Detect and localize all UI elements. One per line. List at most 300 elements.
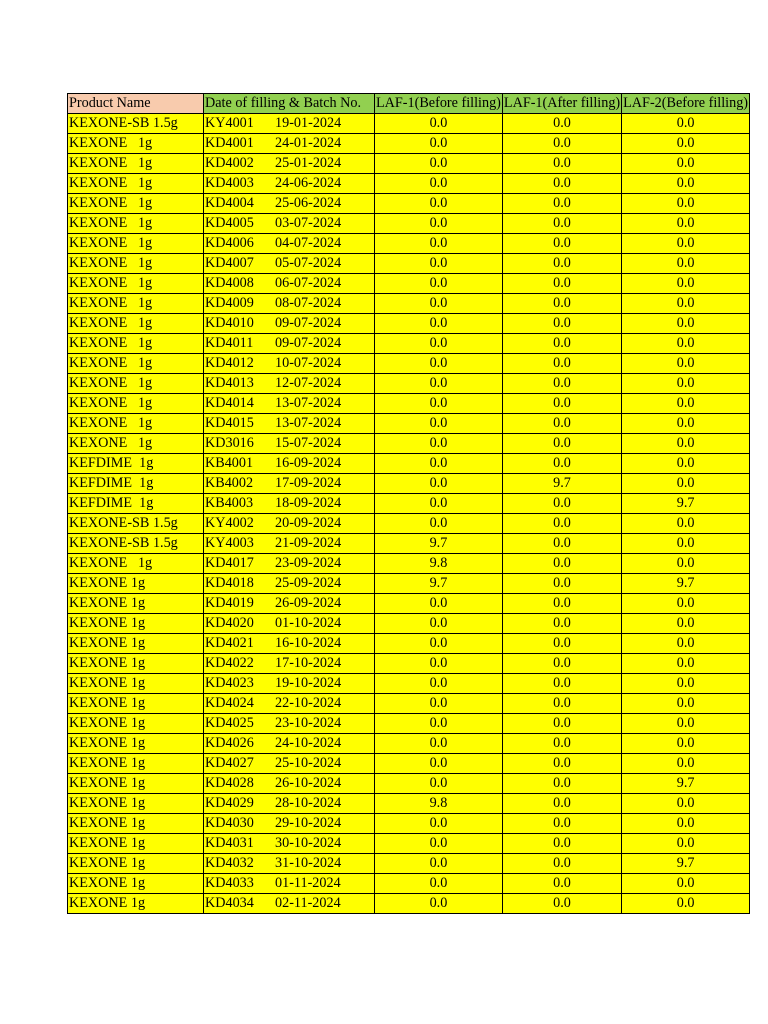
table-row [68,274,750,294]
cell-laf2-before[interactable]: 0.0 [622,714,750,734]
cell-laf1-before[interactable]: 0.0 [375,374,503,394]
cell-laf2-before[interactable]: 9.7 [622,494,750,514]
cell-laf1-after[interactable]: 0.0 [502,194,621,214]
batch-number: KD4011 [205,335,254,351]
cell-laf2-before[interactable]: 0.0 [622,534,750,554]
cell-laf1-before[interactable]: 9.7 [375,534,503,554]
cell-laf1-after[interactable]: 0.0 [502,114,621,134]
cell-laf1-after[interactable]: 0.0 [502,154,621,174]
cell-laf2-before[interactable]: 0.0 [622,254,750,274]
cell-laf1-after[interactable]: 0.0 [502,714,621,734]
batch-number: KD4003 [205,175,254,191]
table-row [68,754,750,774]
cell-date-batch[interactable] [204,314,375,334]
table-row [68,134,750,154]
cell-date-batch[interactable] [204,634,375,654]
cell-product-name[interactable]: KEFDIME 1g [68,454,204,474]
cell-laf1-after[interactable]: 0.0 [502,354,621,374]
cell-laf1-after[interactable]: 0.0 [502,254,621,274]
batch-number: KD4007 [205,255,254,271]
cell-laf1-after[interactable]: 0.0 [502,734,621,754]
cell-laf1-before[interactable]: 0.0 [375,254,503,274]
cell-date-batch[interactable] [204,194,375,214]
cell-product-name[interactable]: KEXONE 1g [68,174,204,194]
cell-product-name[interactable]: KEXONE 1g [68,194,204,214]
cell-date-batch[interactable] [204,374,375,394]
filling-date: 25-01-2024 [275,155,342,171]
cell-product-name[interactable]: KEXONE 1g [68,874,204,894]
filling-date: 06-07-2024 [275,275,342,291]
cell-laf1-after[interactable]: 0.0 [502,394,621,414]
filling-date: 25-10-2024 [275,755,342,771]
cell-laf2-before[interactable]: 0.0 [622,874,750,894]
cell-product-name[interactable]: KEXONE 1g [68,754,204,774]
filling-date: 20-09-2024 [275,515,342,531]
batch-number: KD4014 [205,395,254,411]
cell-laf1-after[interactable]: 0.0 [502,794,621,814]
cell-laf1-before[interactable]: 0.0 [375,314,503,334]
cell-date-batch[interactable] [204,594,375,614]
filling-date: 17-09-2024 [275,475,342,491]
cell-laf2-before[interactable]: 0.0 [622,394,750,414]
cell-laf1-before[interactable]: 0.0 [375,634,503,654]
cell-laf2-before[interactable]: 0.0 [622,334,750,354]
cell-laf1-before[interactable]: 0.0 [375,754,503,774]
cell-laf1-after[interactable]: 0.0 [502,234,621,254]
cell-product-name[interactable]: KEXONE 1g [68,854,204,874]
cell-laf2-before[interactable]: 0.0 [622,214,750,234]
cell-laf1-after[interactable]: 0.0 [502,534,621,554]
cell-product-name[interactable]: KEXONE 1g [68,814,204,834]
cell-date-batch[interactable] [204,754,375,774]
cell-laf1-after[interactable]: 0.0 [502,214,621,234]
cell-laf2-before[interactable]: 0.0 [622,634,750,654]
batch-number: KY4002 [205,515,254,531]
filling-date: 23-09-2024 [275,555,342,571]
cell-laf2-before[interactable]: 0.0 [622,654,750,674]
filling-date: 26-10-2024 [275,775,342,791]
cell-laf1-after[interactable]: 0.0 [502,294,621,314]
cell-product-name[interactable]: KEXONE 1g [68,354,204,374]
cell-product-name[interactable]: KEFDIME 1g [68,474,204,494]
cell-laf2-before[interactable]: 0.0 [622,474,750,494]
cell-date-batch[interactable] [204,794,375,814]
cell-laf2-before[interactable]: 0.0 [622,134,750,154]
table-row [68,814,750,834]
cell-laf1-after[interactable]: 0.0 [502,134,621,154]
cell-laf1-after[interactable]: 0.0 [502,494,621,514]
batch-number: KD4034 [205,895,254,911]
cell-date-batch[interactable] [204,274,375,294]
filling-date: 17-10-2024 [275,655,342,671]
filling-date: 21-09-2024 [275,535,342,551]
cell-product-name[interactable]: KEXONE 1g [68,434,204,454]
cell-product-name[interactable]: KEXONE 1g [68,554,204,574]
table-row [68,234,750,254]
cell-laf2-before[interactable]: 0.0 [622,754,750,774]
table-row [68,634,750,654]
batch-number: KD4015 [205,415,254,431]
cell-laf1-after[interactable]: 0.0 [502,594,621,614]
batch-number: KD4027 [205,755,254,771]
filling-date: 28-10-2024 [275,795,342,811]
filling-date: 15-07-2024 [275,435,342,451]
batch-number: KD4030 [205,815,254,831]
cell-product-name[interactable]: KEXONE 1g [68,654,204,674]
cell-laf2-before[interactable]: 0.0 [622,154,750,174]
header-laf1-after[interactable]: LAF-1(After filling) [502,94,621,114]
cell-laf1-after[interactable]: 0.0 [502,854,621,874]
cell-product-name[interactable]: KEXONE 1g [68,334,204,354]
cell-laf2-before[interactable]: 0.0 [622,734,750,754]
cell-laf1-after[interactable]: 0.0 [502,574,621,594]
filling-date: 01-10-2024 [275,615,342,631]
table-row [68,594,750,614]
cell-laf1-before[interactable]: 0.0 [375,434,503,454]
cell-product-name[interactable]: KEXONE-SB 1.5g [68,114,204,134]
cell-laf1-before[interactable]: 0.0 [375,394,503,414]
batch-number: KD4021 [205,635,254,651]
filling-date: 18-09-2024 [275,495,342,511]
cell-product-name[interactable]: KEXONE 1g [68,374,204,394]
laf-data-table [67,93,750,914]
cell-product-name[interactable]: KEXONE 1g [68,714,204,734]
cell-laf2-before[interactable]: 0.0 [622,354,750,374]
batch-number: KD4010 [205,315,254,331]
cell-laf2-before[interactable]: 0.0 [622,274,750,294]
cell-date-batch[interactable] [204,454,375,474]
cell-date-batch[interactable] [204,874,375,894]
batch-number: KD4009 [205,295,254,311]
filling-date: 25-06-2024 [275,195,342,211]
cell-product-name[interactable]: KEXONE 1g [68,634,204,654]
cell-laf1-after[interactable]: 0.0 [502,414,621,434]
spreadsheet [67,93,750,914]
cell-product-name[interactable]: KEXONE 1g [68,254,204,274]
cell-product-name[interactable]: KEFDIME 1g [68,494,204,514]
filling-date: 10-07-2024 [275,355,342,371]
cell-laf1-before[interactable]: 0.0 [375,194,503,214]
cell-date-batch[interactable] [204,734,375,754]
table-row [68,574,750,594]
cell-laf1-before[interactable]: 0.0 [375,694,503,714]
cell-product-name[interactable]: KEXONE 1g [68,734,204,754]
cell-product-name[interactable]: KEXONE 1g [68,274,204,294]
cell-date-batch[interactable] [204,214,375,234]
cell-date-batch[interactable] [204,614,375,634]
cell-laf1-after[interactable]: 0.0 [502,814,621,834]
cell-laf1-before[interactable]: 0.0 [375,114,503,134]
cell-laf2-before[interactable]: 0.0 [622,374,750,394]
cell-date-batch[interactable] [204,434,375,454]
cell-laf1-after[interactable]: 0.0 [502,654,621,674]
table-row [68,254,750,274]
batch-number: KD4022 [205,655,254,671]
filling-date: 25-09-2024 [275,575,342,591]
cell-laf1-before[interactable]: 9.8 [375,794,503,814]
table-row [68,514,750,534]
table-row [68,154,750,174]
cell-date-batch[interactable] [204,114,375,134]
cell-date-batch[interactable] [204,894,375,914]
cell-date-batch[interactable] [204,534,375,554]
cell-product-name[interactable]: KEXONE 1g [68,894,204,914]
cell-laf2-before[interactable]: 0.0 [622,194,750,214]
cell-date-batch[interactable] [204,654,375,674]
cell-date-batch[interactable] [204,294,375,314]
cell-laf1-after[interactable]: 0.0 [502,694,621,714]
batch-number: KD4004 [205,195,254,211]
filling-date: 19-01-2024 [275,115,342,131]
cell-product-name[interactable]: KEXONE 1g [68,394,204,414]
table-row [68,214,750,234]
filling-date: 08-07-2024 [275,295,342,311]
cell-product-name[interactable]: KEXONE 1g [68,794,204,814]
batch-number: KD4019 [205,595,254,611]
cell-date-batch[interactable] [204,774,375,794]
cell-laf2-before[interactable]: 0.0 [622,314,750,334]
batch-number: KD4005 [205,215,254,231]
cell-laf2-before[interactable]: 0.0 [622,834,750,854]
cell-laf1-before[interactable]: 0.0 [375,674,503,694]
cell-laf1-after[interactable]: 0.0 [502,834,621,854]
filling-date: 09-07-2024 [275,315,342,331]
cell-laf1-before[interactable]: 0.0 [375,854,503,874]
batch-number: KD4018 [205,575,254,591]
cell-date-batch[interactable] [204,554,375,574]
header-date-batch[interactable]: Date of filling & Batch No. [204,94,375,114]
table-row [68,714,750,734]
cell-laf1-after[interactable]: 0.0 [502,274,621,294]
header-laf1-before[interactable]: LAF-1(Before filling) [375,94,503,114]
table-row [68,794,750,814]
cell-laf1-before[interactable]: 0.0 [375,214,503,234]
cell-laf1-before[interactable]: 0.0 [375,334,503,354]
filling-date: 19-10-2024 [275,675,342,691]
cell-date-batch[interactable] [204,574,375,594]
cell-laf2-before[interactable]: 9.7 [622,774,750,794]
cell-laf1-before[interactable]: 0.0 [375,234,503,254]
cell-date-batch[interactable] [204,154,375,174]
cell-product-name[interactable]: KEXONE 1g [68,674,204,694]
cell-laf2-before[interactable]: 0.0 [622,434,750,454]
cell-laf1-after[interactable]: 0.0 [502,514,621,534]
cell-laf1-after[interactable]: 0.0 [502,434,621,454]
cell-date-batch[interactable] [204,854,375,874]
cell-date-batch[interactable] [204,494,375,514]
cell-date-batch[interactable] [204,334,375,354]
header-row [68,94,750,114]
cell-product-name[interactable]: KEXONE 1g [68,234,204,254]
header-product-name[interactable]: Product Name [68,94,204,114]
cell-date-batch[interactable] [204,474,375,494]
cell-date-batch[interactable] [204,234,375,254]
cell-laf2-before[interactable]: 0.0 [622,694,750,714]
cell-product-name[interactable]: KEXONE 1g [68,694,204,714]
table-row [68,314,750,334]
cell-laf1-before[interactable]: 9.8 [375,554,503,574]
cell-laf1-after[interactable]: 0.0 [502,894,621,914]
batch-number: KD4008 [205,275,254,291]
cell-laf1-after[interactable]: 0.0 [502,754,621,774]
cell-date-batch[interactable] [204,514,375,534]
cell-laf2-before[interactable]: 0.0 [622,234,750,254]
cell-laf2-before[interactable]: 9.7 [622,854,750,874]
cell-laf1-after[interactable]: 0.0 [502,174,621,194]
table-row [68,374,750,394]
cell-date-batch[interactable] [204,354,375,374]
cell-laf1-before[interactable]: 0.0 [375,714,503,734]
header-laf2-before[interactable]: LAF-2(Before filling) [622,94,750,114]
cell-laf1-after[interactable]: 0.0 [502,674,621,694]
cell-date-batch[interactable] [204,814,375,834]
cell-laf1-before[interactable]: 0.0 [375,294,503,314]
cell-laf2-before[interactable]: 0.0 [622,174,750,194]
cell-laf2-before[interactable]: 0.0 [622,414,750,434]
cell-laf1-before[interactable]: 0.0 [375,614,503,634]
cell-laf1-before[interactable]: 0.0 [375,414,503,434]
cell-date-batch[interactable] [204,414,375,434]
cell-laf1-before[interactable]: 0.0 [375,134,503,154]
cell-laf1-before[interactable]: 0.0 [375,154,503,174]
table-row [68,414,750,434]
table-row [68,114,750,134]
table-row [68,554,750,574]
table-row [68,474,750,494]
batch-number: KD4002 [205,155,254,171]
cell-laf1-after[interactable]: 0.0 [502,634,621,654]
cell-product-name[interactable]: KEXONE 1g [68,414,204,434]
table-row [68,534,750,554]
batch-number: KD4023 [205,675,254,691]
batch-number: KY4003 [205,535,254,551]
filling-date: 16-09-2024 [275,455,342,471]
cell-laf1-before[interactable]: 0.0 [375,174,503,194]
filling-date: 22-10-2024 [275,695,342,711]
cell-laf2-before[interactable]: 0.0 [622,114,750,134]
cell-product-name[interactable]: KEXONE 1g [68,614,204,634]
cell-laf1-after[interactable]: 0.0 [502,454,621,474]
batch-number: KB4001 [205,455,254,471]
cell-laf1-after[interactable]: 0.0 [502,614,621,634]
cell-laf2-before[interactable]: 0.0 [622,594,750,614]
cell-laf1-before[interactable]: 9.7 [375,574,503,594]
cell-laf1-before[interactable]: 0.0 [375,814,503,834]
cell-date-batch[interactable] [204,714,375,734]
table-row [68,734,750,754]
table-row [68,334,750,354]
cell-product-name[interactable]: KEXONE 1g [68,134,204,154]
cell-laf1-after[interactable]: 0.0 [502,314,621,334]
batch-number: KD4006 [205,235,254,251]
cell-date-batch[interactable] [204,134,375,154]
table-row [68,654,750,674]
cell-laf2-before[interactable]: 0.0 [622,894,750,914]
cell-product-name[interactable]: KEXONE 1g [68,314,204,334]
cell-laf2-before[interactable]: 0.0 [622,514,750,534]
filling-date: 16-10-2024 [275,635,342,651]
cell-product-name[interactable]: KEXONE 1g [68,594,204,614]
filling-date: 13-07-2024 [275,395,342,411]
filling-date: 04-07-2024 [275,235,342,251]
cell-laf1-before[interactable]: 0.0 [375,494,503,514]
batch-number: KB4002 [205,475,254,491]
cell-laf1-before[interactable]: 0.0 [375,874,503,894]
cell-product-name[interactable]: KEXONE 1g [68,774,204,794]
cell-laf1-before[interactable]: 0.0 [375,274,503,294]
cell-product-name[interactable]: KEXONE 1g [68,214,204,234]
cell-product-name[interactable]: KEXONE-SB 1.5g [68,514,204,534]
cell-product-name[interactable]: KEXONE 1g [68,574,204,594]
table-row [68,174,750,194]
cell-laf2-before[interactable]: 0.0 [622,294,750,314]
table-body [68,114,750,914]
batch-number: KD4025 [205,715,254,731]
table-row [68,354,750,374]
cell-date-batch[interactable] [204,674,375,694]
cell-product-name[interactable]: KEXONE 1g [68,154,204,174]
cell-product-name[interactable]: KEXONE 1g [68,294,204,314]
batch-number: KD4032 [205,855,254,871]
cell-laf2-before[interactable]: 0.0 [622,614,750,634]
cell-laf1-before[interactable]: 0.0 [375,474,503,494]
cell-laf1-after[interactable]: 9.7 [502,474,621,494]
filling-date: 26-09-2024 [275,595,342,611]
batch-number: KD4028 [205,775,254,791]
filling-date: 01-11-2024 [275,875,341,891]
batch-number: KD4020 [205,615,254,631]
cell-laf1-before[interactable]: 0.0 [375,514,503,534]
cell-laf1-after[interactable]: 0.0 [502,874,621,894]
cell-laf1-after[interactable]: 0.0 [502,334,621,354]
cell-laf1-before[interactable]: 0.0 [375,894,503,914]
filling-date: 13-07-2024 [275,415,342,431]
cell-laf2-before[interactable]: 9.7 [622,574,750,594]
cell-laf1-before[interactable]: 0.0 [375,354,503,374]
cell-laf1-before[interactable]: 0.0 [375,774,503,794]
cell-laf2-before[interactable]: 0.0 [622,554,750,574]
table-row [68,194,750,214]
cell-laf1-after[interactable]: 0.0 [502,554,621,574]
cell-laf1-before[interactable]: 0.0 [375,834,503,854]
cell-laf2-before[interactable]: 0.0 [622,674,750,694]
cell-laf1-before[interactable]: 0.0 [375,654,503,674]
cell-laf1-before[interactable]: 0.0 [375,454,503,474]
cell-date-batch[interactable] [204,254,375,274]
table-row [68,454,750,474]
filling-date: 30-10-2024 [275,835,342,851]
cell-laf1-after[interactable]: 0.0 [502,774,621,794]
cell-laf2-before[interactable]: 0.0 [622,794,750,814]
cell-laf1-before[interactable]: 0.0 [375,734,503,754]
batch-number: KD4029 [205,795,254,811]
cell-laf2-before[interactable]: 0.0 [622,454,750,474]
cell-product-name[interactable]: KEXONE 1g [68,834,204,854]
table-row [68,834,750,854]
batch-number: KD4033 [205,875,254,891]
cell-date-batch[interactable] [204,834,375,854]
cell-laf1-after[interactable]: 0.0 [502,374,621,394]
table-row [68,854,750,874]
cell-date-batch[interactable] [204,694,375,714]
table-row [68,434,750,454]
filling-date: 03-07-2024 [275,215,342,231]
cell-laf1-before[interactable]: 0.0 [375,594,503,614]
cell-product-name[interactable]: KEXONE-SB 1.5g [68,534,204,554]
cell-date-batch[interactable] [204,394,375,414]
cell-laf2-before[interactable]: 0.0 [622,814,750,834]
cell-date-batch[interactable] [204,174,375,194]
